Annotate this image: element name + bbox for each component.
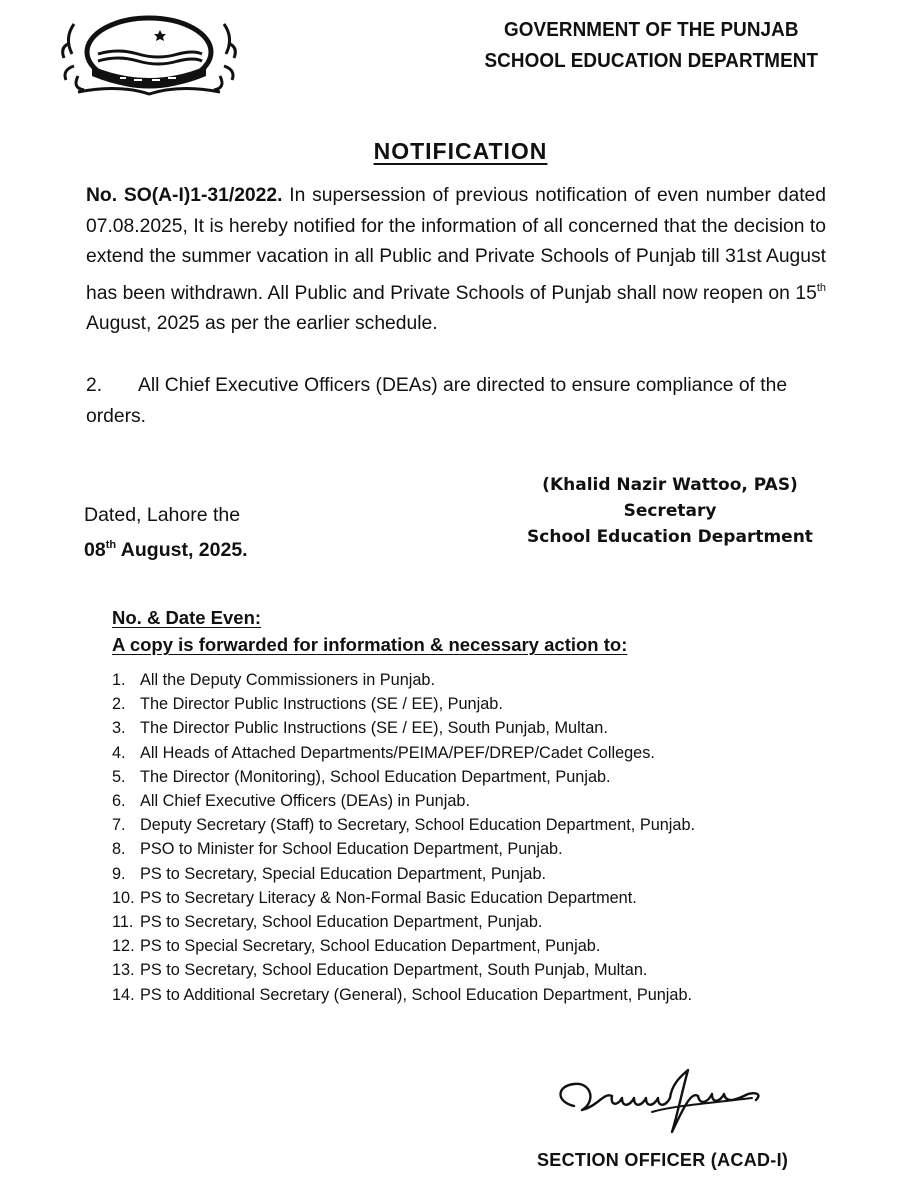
forwarding-line-2: A copy is forwarded for information & necessary action to:: [112, 634, 628, 655]
list-item-text: All the Deputy Commissioners in Punjab.: [140, 671, 436, 689]
paragraph-1-superscript: th: [816, 281, 826, 294]
paragraph-2: [86, 370, 828, 432]
list-item: [112, 765, 695, 789]
list-item: [112, 716, 695, 740]
list-item: [112, 958, 695, 982]
dated-date: [84, 530, 248, 565]
list-item: [112, 934, 695, 958]
list-item-number: 2.: [112, 695, 126, 714]
signer-name: (Khalid Nazir Wattoo, PAS): [542, 475, 798, 495]
list-item-number: 9.: [112, 864, 126, 883]
dated-place: Dated, Lahore the: [84, 504, 241, 526]
notification-title: [0, 138, 921, 165]
notification-title-text: NOTIFICATION: [373, 138, 548, 164]
punjab-emblem-icon: [58, 14, 240, 100]
header-line-government: GOVERNMENT OF THE PUNJAB: [504, 18, 799, 41]
handwritten-signature: [552, 1062, 772, 1146]
list-item: [112, 983, 695, 1007]
list-item-number: 4.: [112, 743, 126, 762]
list-item: [112, 862, 695, 886]
list-item-number: 6.: [112, 792, 126, 811]
list-item-text: Deputy Secretary (Staff) to Secretary, School Education Department, Punjab.: [140, 816, 696, 835]
list-item-number: 5.: [112, 767, 126, 786]
notification-number: No. SO(A-I)1-31/2022.: [86, 185, 283, 206]
list-item-text: PS to Secretary, Special Education Department, Punjab.: [140, 864, 547, 883]
forwarding-line-1: No. & Date Even:: [112, 607, 262, 628]
list-item-text: All Chief Executive Officers (DEAs) in Punjab.: [140, 792, 470, 811]
list-item-number: 1.: [112, 671, 126, 689]
list-item-number: 14.: [112, 985, 135, 1004]
signer-department: School Education Department: [527, 527, 813, 547]
paragraph-1-text-a: In supersession of previous notification of even number dated 07.08.2025, It is hereby notified for the information of all concerned that the decision to extend the summer vacation in all Public and Private Schools of Punjab till 31st August has been withdrawn. All Public and Private Schools of Punjab shall now reopen on 15: [86, 185, 827, 304]
dated-month-year: August, 2025.: [116, 539, 248, 561]
section-officer-title: SECTION OFFICER (ACAD-I): [537, 1150, 789, 1170]
list-item: [112, 813, 695, 837]
signer-block: [515, 472, 825, 550]
recipient-list: [112, 668, 695, 1007]
list-item-number: 11.: [112, 913, 134, 932]
dated-block: [84, 500, 248, 565]
list-item-number: 13.: [112, 961, 135, 980]
list-item-text: PS to Secretary, School Education Department, South Punjab, Multan.: [140, 961, 648, 980]
list-item-number: 8.: [112, 840, 126, 859]
list-item-text: PS to Special Secretary, School Education Department, Punjab.: [140, 937, 601, 956]
paragraph-2-text: All Chief Executive Officers (DEAs) are directed to ensure compliance of the orders.: [86, 375, 788, 427]
list-item-number: 3.: [112, 719, 126, 738]
list-item-text: PS to Additional Secretary (General), School Education Department, Punjab.: [140, 985, 693, 1004]
paragraph-1-text-b: August, 2025 as per the earlier schedule.: [86, 313, 438, 334]
list-item-text: The Director Public Instructions (SE / EE), Punjab.: [140, 695, 503, 714]
department-header: [470, 14, 833, 76]
list-item-number: 12.: [112, 937, 135, 956]
signer-designation: Secretary: [623, 501, 717, 521]
list-item-number: 7.: [112, 816, 126, 835]
list-item-text: The Director Public Instructions (SE / EE), South Punjab, Multan.: [140, 719, 608, 738]
paragraph-2-number: 2.: [86, 375, 103, 396]
dated-day: 08: [84, 539, 106, 561]
list-item: [112, 668, 695, 692]
list-item-number: 10.: [112, 888, 135, 907]
list-item: [112, 910, 695, 934]
paragraph-1: [86, 181, 826, 340]
dated-day-superscript: th: [105, 539, 117, 551]
list-item: [112, 837, 695, 861]
list-item: [112, 886, 695, 910]
header-line-department: SCHOOL EDUCATION DEPARTMENT: [484, 49, 819, 72]
forwarding-heading: [112, 604, 627, 658]
list-item: [112, 741, 695, 765]
list-item-text: The Director (Monitoring), School Education Department, Punjab.: [140, 767, 611, 786]
list-item-text: PS to Secretary Literacy & Non-Formal Basic Education Department.: [140, 888, 637, 907]
list-item-text: All Heads of Attached Departments/PEIMA/PEF/DREP/Cadet Colleges.: [140, 743, 655, 762]
list-item-text: PS to Secretary, School Education Department, Punjab.: [140, 913, 543, 932]
list-item: [112, 692, 695, 716]
list-item-text: PSO to Minister for School Education Department, Punjab.: [140, 840, 563, 859]
list-item: [112, 789, 695, 813]
